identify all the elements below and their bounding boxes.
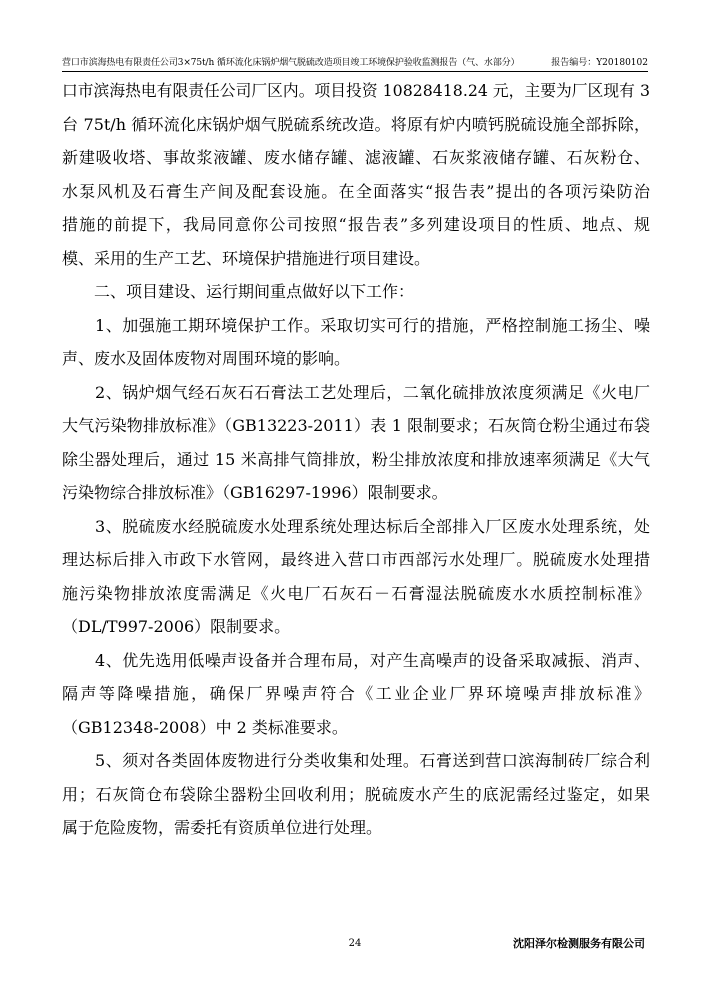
text-line: 声、废水及固体废物对周围环境的影响。 (62, 349, 351, 368)
text-line: 隔声等降噪措施，确保厂界噪声符合《工业企业厂界环境噪声排放标准》 (62, 684, 650, 703)
text-line: 措施的前提下，我局同意你公司按照“报告表”多列建设项目的性质、地点、规 (62, 215, 650, 234)
text-line: 水泵风机及石膏生产间及配套设施。在全面落实“报告表”提出的各项污染防治 (62, 181, 650, 201)
text-line: （GB12348-2008）中 2 类标准要求。 (62, 717, 348, 737)
text-line: 除尘器处理后，通过 15 米高排气筒排放，粉尘排放浓度和排放速率须满足《大气 (62, 449, 650, 469)
text-line: 口市滨海热电有限责任公司厂区内。项目投资 10828418.24 元，主要为厂区现有 3 (62, 81, 650, 100)
text-line: 理达标后排入市政下水管网，最终进入营口市西部污水处理厂。脱硫废水处理措 (62, 550, 650, 569)
text-line: 模、采用的生产工艺、环境保护措施进行项目建设。 (62, 248, 431, 268)
footer-company: 沈阳泽尔检测服务有限公司 (513, 937, 645, 950)
body-text (62, 74, 650, 845)
page-header (62, 56, 648, 70)
text-line: 新建吸收塔、事故浆液罐、废水储存罐、滤液罐、石灰浆液储存罐、石灰粉仓、 (62, 148, 650, 167)
text-line: 1、加强施工期环境保护工作。采取切实可行的措施，严格控制施工扬尘、噪 (62, 315, 650, 335)
text-line: 污染物综合排放标准》（GB16297-1996）限制要求。 (62, 483, 448, 502)
text-line: 5、须对各类固体废物进行分类收集和处理。石膏送到营口滨海制砖厂综合利 (62, 751, 650, 770)
text-line: 属于危险废物，需委托有资质单位进行处理。 (62, 818, 383, 837)
text-line: 2、锅炉烟气经石灰石石膏法工艺处理后，二氧化硫排放浓度须满足《火电厂 (62, 382, 650, 402)
header-title: 营口市滨海热电有限责任公司3×75t/h 循环流化床锅炉烟气脱硫改造项目竣工环境保护验收监测报告（气、水部分） (62, 58, 520, 68)
header-divider (62, 71, 648, 72)
page-number: 24 (348, 938, 362, 949)
text-line: 大气污染物排放标准》（GB13223-2011）表 1 限制要求；石灰筒仓粉尘通过布袋 (62, 416, 650, 435)
text-line: 二、项目建设、运行期间重点做好以下工作： (62, 282, 415, 301)
header-report-number: 报告编号：Y20180102 (551, 58, 648, 68)
text-line: 台 75t/h 循环流化床锅炉烟气脱硫系统改造。将原有炉内喷钙脱硫设施全部拆除， (62, 114, 650, 134)
text-line: 用；石灰筒仓布袋除尘器粉尘回收利用；脱硫废水产生的底泥需经过鉴定，如果 (62, 784, 650, 804)
text-line: 施污染物排放浓度需满足《火电厂石灰石－石膏湿法脱硫废水水质控制标准》 (62, 583, 650, 603)
text-line: （DL/T997-2006）限制要求。 (62, 617, 291, 636)
text-line: 4、优先选用低噪声设备并合理布局，对产生高噪声的设备采取减振、消声、 (62, 650, 650, 670)
text-line: 3、脱硫废水经脱硫废水处理系统处理达标后全部排入厂区废水处理系统，处 (62, 516, 650, 536)
